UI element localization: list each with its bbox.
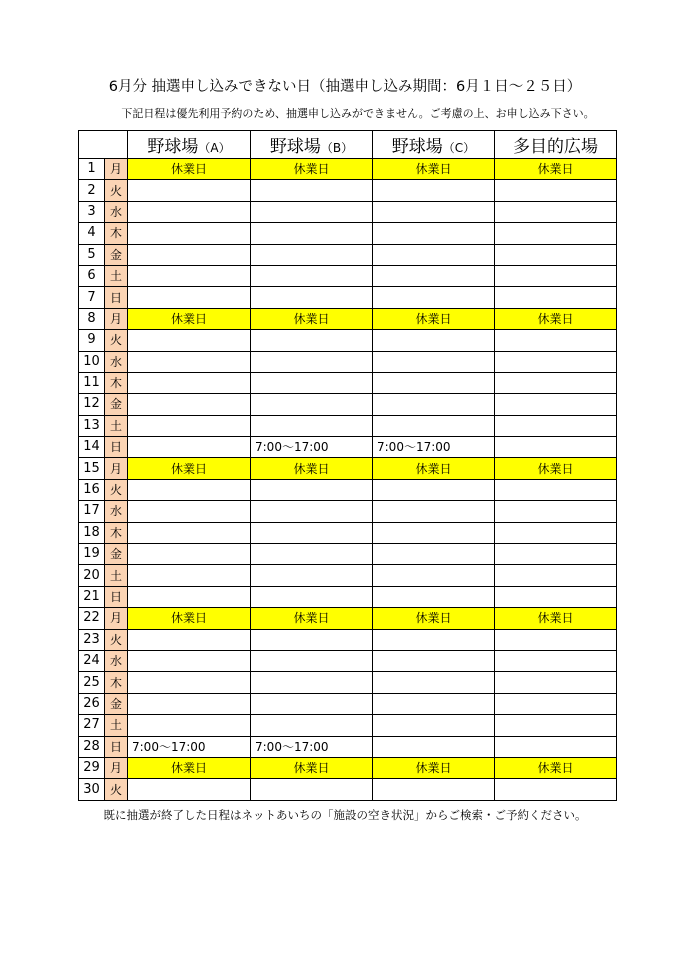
baseball-a-cell: [128, 223, 251, 244]
multipurpose-plaza-cell: [495, 629, 617, 650]
baseball-b-cell: [251, 415, 373, 436]
table-row: [79, 501, 617, 522]
multipurpose-plaza-cell: [495, 372, 617, 393]
day-number-cell: 10: [79, 351, 105, 372]
multipurpose-plaza-cell: [495, 201, 617, 222]
baseball-a-cell: 休業日: [128, 608, 251, 629]
day-number-cell: 11: [79, 372, 105, 393]
baseball-c-cell: [373, 180, 495, 201]
table-row: [79, 458, 617, 479]
baseball-b-cell: 休業日: [251, 308, 373, 329]
weekday-cell: 土: [105, 565, 128, 586]
table-row: [79, 565, 617, 586]
weekday-cell: 水: [105, 501, 128, 522]
day-number-cell: 15: [79, 458, 105, 479]
day-number-cell: 3: [79, 201, 105, 222]
baseball-c-cell: 休業日: [373, 458, 495, 479]
baseball-b-cell: 休業日: [251, 458, 373, 479]
baseball-b-cell: [251, 501, 373, 522]
column-header-name: 野球場: [147, 137, 199, 157]
table-row: [79, 159, 617, 180]
baseball-a-cell: 休業日: [128, 159, 251, 180]
weekday-cell: 火: [105, 479, 128, 500]
multipurpose-plaza-cell: 休業日: [495, 308, 617, 329]
multipurpose-plaza-cell: 休業日: [495, 458, 617, 479]
baseball-a-cell: [128, 544, 251, 565]
day-number-cell: 28: [79, 736, 105, 757]
baseball-a-cell: [128, 586, 251, 607]
page-title: 6月分 抽選申し込みできない日（抽選申し込み期間：6月１日～２５日）: [108, 79, 582, 95]
day-number-cell: 8: [79, 308, 105, 329]
day-number-cell: 6: [79, 265, 105, 286]
baseball-c-cell: [373, 544, 495, 565]
baseball-a-cell: 7:00～17:00: [128, 736, 251, 757]
table-row: [79, 629, 617, 650]
column-header-suffix: （A）: [198, 141, 231, 155]
multipurpose-plaza-cell: [495, 265, 617, 286]
schedule-body: [79, 159, 617, 801]
weekday-cell: 月: [105, 159, 128, 180]
day-number-cell: 13: [79, 415, 105, 436]
column-header-baseball-a: [128, 131, 251, 159]
weekday-cell: 水: [105, 650, 128, 671]
baseball-c-cell: [373, 330, 495, 351]
baseball-a-cell: [128, 351, 251, 372]
day-number-cell: 18: [79, 522, 105, 543]
baseball-b-cell: [251, 351, 373, 372]
header-row: [79, 131, 617, 159]
baseball-c-cell: [373, 565, 495, 586]
baseball-c-cell: [373, 265, 495, 286]
weekday-cell: 木: [105, 672, 128, 693]
table-row: [79, 308, 617, 329]
table-row: [79, 586, 617, 607]
baseball-c-cell: 7:00～17:00: [373, 437, 495, 458]
baseball-c-cell: [373, 244, 495, 265]
baseball-c-cell: [373, 779, 495, 800]
baseball-a-cell: [128, 693, 251, 714]
day-number-cell: 16: [79, 479, 105, 500]
table-row: [79, 437, 617, 458]
baseball-b-cell: 休業日: [251, 159, 373, 180]
baseball-b-cell: [251, 629, 373, 650]
table-row: [79, 479, 617, 500]
day-number-cell: 1: [79, 159, 105, 180]
day-number-cell: 12: [79, 394, 105, 415]
weekday-cell: 金: [105, 394, 128, 415]
baseball-b-cell: 休業日: [251, 757, 373, 778]
baseball-b-cell: [251, 650, 373, 671]
table-row: [79, 287, 617, 308]
baseball-a-cell: [128, 629, 251, 650]
weekday-cell: 月: [105, 308, 128, 329]
table-row: [79, 201, 617, 222]
day-number-cell: 21: [79, 586, 105, 607]
multipurpose-plaza-cell: [495, 223, 617, 244]
baseball-b-cell: [251, 715, 373, 736]
day-number-cell: 14: [79, 437, 105, 458]
table-row: [79, 672, 617, 693]
baseball-b-cell: 7:00～17:00: [251, 736, 373, 757]
column-header-name: 野球場: [269, 137, 321, 157]
multipurpose-plaza-cell: [495, 180, 617, 201]
table-row: [79, 736, 617, 757]
column-header-suffix: （C）: [442, 141, 476, 155]
baseball-a-cell: [128, 522, 251, 543]
baseball-b-cell: [251, 201, 373, 222]
baseball-a-cell: [128, 244, 251, 265]
baseball-b-cell: [251, 672, 373, 693]
baseball-b-cell: 休業日: [251, 608, 373, 629]
baseball-b-cell: [251, 244, 373, 265]
day-number-cell: 30: [79, 779, 105, 800]
baseball-a-cell: [128, 330, 251, 351]
table-row: [79, 650, 617, 671]
baseball-b-cell: [251, 586, 373, 607]
day-number-cell: 19: [79, 544, 105, 565]
multipurpose-plaza-cell: [495, 650, 617, 671]
multipurpose-plaza-cell: 休業日: [495, 608, 617, 629]
column-header-baseball-b: [251, 131, 373, 159]
baseball-a-cell: [128, 437, 251, 458]
multipurpose-plaza-cell: [495, 287, 617, 308]
table-row: [79, 180, 617, 201]
table-row: [79, 522, 617, 543]
weekday-cell: 木: [105, 223, 128, 244]
weekday-cell: 火: [105, 330, 128, 351]
baseball-c-cell: [373, 736, 495, 757]
table-header: [79, 131, 617, 159]
table-row: [79, 394, 617, 415]
baseball-a-cell: [128, 715, 251, 736]
weekday-cell: 木: [105, 522, 128, 543]
baseball-b-cell: [251, 779, 373, 800]
baseball-c-cell: [373, 351, 495, 372]
table-row: [79, 693, 617, 714]
multipurpose-plaza-cell: [495, 522, 617, 543]
weekday-cell: 日: [105, 287, 128, 308]
day-number-cell: 5: [79, 244, 105, 265]
weekday-cell: 木: [105, 372, 128, 393]
multipurpose-plaza-cell: [495, 244, 617, 265]
multipurpose-plaza-cell: [495, 715, 617, 736]
baseball-a-cell: [128, 650, 251, 671]
day-number-cell: 4: [79, 223, 105, 244]
baseball-a-cell: [128, 201, 251, 222]
baseball-a-cell: [128, 415, 251, 436]
multipurpose-plaza-cell: [495, 351, 617, 372]
day-number-cell: 23: [79, 629, 105, 650]
table-row: [79, 415, 617, 436]
baseball-c-cell: [373, 479, 495, 500]
table-row: [79, 330, 617, 351]
table-row: [79, 372, 617, 393]
weekday-cell: 金: [105, 544, 128, 565]
day-number-cell: 25: [79, 672, 105, 693]
header-blank-cell: [79, 131, 128, 159]
table-row: [79, 351, 617, 372]
column-header-baseball-c: [373, 131, 495, 159]
multipurpose-plaza-cell: [495, 736, 617, 757]
weekday-cell: 土: [105, 265, 128, 286]
weekday-cell: 日: [105, 586, 128, 607]
baseball-c-cell: [373, 415, 495, 436]
baseball-c-cell: 休業日: [373, 757, 495, 778]
table-row: [79, 244, 617, 265]
multipurpose-plaza-cell: 休業日: [495, 757, 617, 778]
baseball-b-cell: [251, 287, 373, 308]
schedule-table: [78, 130, 617, 801]
table-row: [79, 265, 617, 286]
baseball-b-cell: [251, 180, 373, 201]
column-header-multipurpose-plaza: [495, 131, 617, 159]
multipurpose-plaza-cell: [495, 330, 617, 351]
table-row: [79, 757, 617, 778]
baseball-b-cell: [251, 394, 373, 415]
baseball-c-cell: [373, 372, 495, 393]
baseball-a-cell: [128, 180, 251, 201]
baseball-b-cell: [251, 522, 373, 543]
baseball-b-cell: [251, 565, 373, 586]
weekday-cell: 月: [105, 608, 128, 629]
baseball-b-cell: [251, 265, 373, 286]
weekday-cell: 月: [105, 458, 128, 479]
weekday-cell: 水: [105, 351, 128, 372]
weekday-cell: 金: [105, 244, 128, 265]
baseball-c-cell: [373, 629, 495, 650]
multipurpose-plaza-cell: [495, 437, 617, 458]
table-row: [79, 715, 617, 736]
weekday-cell: 月: [105, 757, 128, 778]
baseball-a-cell: [128, 672, 251, 693]
baseball-c-cell: [373, 715, 495, 736]
baseball-a-cell: [128, 779, 251, 800]
baseball-c-cell: [373, 287, 495, 308]
weekday-cell: 日: [105, 736, 128, 757]
day-number-cell: 9: [79, 330, 105, 351]
column-header-name: 野球場: [391, 137, 443, 157]
baseball-a-cell: 休業日: [128, 458, 251, 479]
day-number-cell: 24: [79, 650, 105, 671]
day-number-cell: 20: [79, 565, 105, 586]
baseball-a-cell: 休業日: [128, 308, 251, 329]
baseball-c-cell: [373, 223, 495, 244]
baseball-c-cell: [373, 650, 495, 671]
footer-note: 既に抽選が終了した日程はネットあいちの「施設の空き状況」からご検索・ご予約ください。: [103, 808, 587, 822]
weekday-cell: 土: [105, 715, 128, 736]
baseball-a-cell: 休業日: [128, 757, 251, 778]
multipurpose-plaza-cell: [495, 779, 617, 800]
multipurpose-plaza-cell: [495, 672, 617, 693]
baseball-c-cell: [373, 201, 495, 222]
day-number-cell: 7: [79, 287, 105, 308]
table-row: [79, 223, 617, 244]
baseball-c-cell: 休業日: [373, 159, 495, 180]
day-number-cell: 27: [79, 715, 105, 736]
baseball-c-cell: [373, 522, 495, 543]
multipurpose-plaza-cell: [495, 501, 617, 522]
multipurpose-plaza-cell: [495, 586, 617, 607]
multipurpose-plaza-cell: [495, 479, 617, 500]
weekday-cell: 土: [105, 415, 128, 436]
day-number-cell: 17: [79, 501, 105, 522]
baseball-b-cell: [251, 479, 373, 500]
baseball-b-cell: [251, 223, 373, 244]
baseball-c-cell: 休業日: [373, 608, 495, 629]
day-number-cell: 29: [79, 757, 105, 778]
weekday-cell: 水: [105, 201, 128, 222]
multipurpose-plaza-cell: [495, 394, 617, 415]
baseball-a-cell: [128, 265, 251, 286]
baseball-a-cell: [128, 287, 251, 308]
baseball-c-cell: [373, 394, 495, 415]
baseball-a-cell: [128, 372, 251, 393]
baseball-c-cell: [373, 693, 495, 714]
multipurpose-plaza-cell: 休業日: [495, 159, 617, 180]
day-number-cell: 22: [79, 608, 105, 629]
baseball-b-cell: 7:00～17:00: [251, 437, 373, 458]
column-header-name: 多目的広場: [513, 137, 598, 157]
baseball-a-cell: [128, 394, 251, 415]
baseball-b-cell: [251, 372, 373, 393]
table-row: [79, 544, 617, 565]
table-row: [79, 779, 617, 800]
baseball-a-cell: [128, 501, 251, 522]
multipurpose-plaza-cell: [495, 544, 617, 565]
baseball-c-cell: 休業日: [373, 308, 495, 329]
baseball-b-cell: [251, 544, 373, 565]
notice-text: 下記日程は優先利用予約のため、抽選申し込みができません。ご考慮の上、お申し込み下さい。: [121, 107, 595, 120]
column-header-suffix: （B）: [320, 141, 354, 155]
multipurpose-plaza-cell: [495, 693, 617, 714]
baseball-c-cell: [373, 501, 495, 522]
weekday-cell: 金: [105, 693, 128, 714]
baseball-c-cell: [373, 672, 495, 693]
weekday-cell: 日: [105, 437, 128, 458]
multipurpose-plaza-cell: [495, 565, 617, 586]
baseball-c-cell: [373, 586, 495, 607]
multipurpose-plaza-cell: [495, 415, 617, 436]
weekday-cell: 火: [105, 779, 128, 800]
table-row: [79, 608, 617, 629]
baseball-b-cell: [251, 330, 373, 351]
baseball-b-cell: [251, 693, 373, 714]
baseball-a-cell: [128, 479, 251, 500]
weekday-cell: 火: [105, 629, 128, 650]
weekday-cell: 火: [105, 180, 128, 201]
baseball-a-cell: [128, 565, 251, 586]
day-number-cell: 2: [79, 180, 105, 201]
day-number-cell: 26: [79, 693, 105, 714]
